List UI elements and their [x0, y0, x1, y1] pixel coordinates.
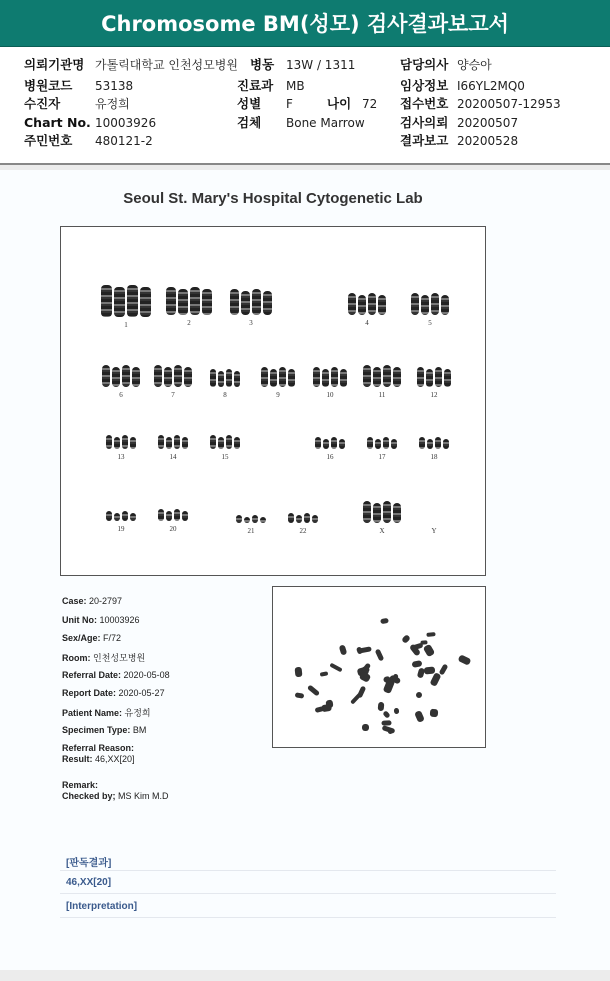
chromatid	[252, 515, 258, 523]
chromatid	[226, 435, 232, 449]
chromatid	[210, 435, 216, 449]
metaphase-chromosome	[381, 725, 395, 734]
metaphase-chromosome	[357, 686, 367, 699]
chromatid	[323, 439, 329, 449]
chromatid	[367, 437, 373, 449]
divider	[60, 870, 556, 871]
metaphase-chromosome	[401, 634, 411, 644]
room-label: Room:	[62, 653, 91, 663]
chromatid	[182, 511, 188, 521]
chromatid	[373, 367, 381, 387]
chromosome-label: 21	[247, 527, 255, 535]
chromatid	[190, 287, 200, 315]
chromosome-label: 20	[169, 525, 177, 533]
metaphase-chromosome	[294, 692, 304, 698]
chromatid	[174, 365, 182, 387]
patient-value: 유정희	[95, 97, 130, 111]
receipt-label: 접수번호	[400, 96, 449, 111]
chromatid	[435, 437, 441, 449]
chromatid	[230, 289, 239, 315]
chromatid	[444, 369, 451, 387]
metaphase-chromosome	[339, 644, 348, 655]
chromatid	[241, 291, 250, 315]
chromatid	[421, 295, 429, 315]
reason-line	[62, 743, 134, 753]
metaphase-chromosome	[295, 667, 303, 678]
chromosome-pair-13	[106, 435, 136, 449]
specimen-line	[62, 725, 146, 735]
metaphase-chromosome	[380, 617, 389, 623]
chromatid	[166, 511, 172, 521]
chromatid	[279, 367, 286, 387]
chromatid	[130, 513, 136, 521]
chromatid	[236, 515, 242, 523]
chromatid	[102, 365, 110, 387]
sexage-value: F/72	[103, 633, 122, 643]
result-label: Result:	[62, 754, 93, 764]
chart-label: Chart No.	[24, 115, 91, 130]
chromatid	[373, 503, 381, 523]
chromatid	[315, 437, 321, 449]
interpretation-heading-kr: [판독결과]	[66, 858, 112, 869]
metaphase-chromosome	[394, 707, 400, 714]
chromatid	[106, 511, 112, 521]
patient-name-label: Patient Name:	[62, 708, 123, 718]
chromatid	[166, 287, 176, 315]
info-row-3	[0, 94, 610, 114]
patient-info-panel	[0, 47, 610, 165]
chromatid	[443, 439, 449, 449]
chromatid	[210, 369, 216, 387]
specimen-value: Bone Marrow	[286, 116, 365, 130]
chart-value: 10003926	[95, 116, 157, 130]
chromatid	[234, 371, 240, 387]
institution-value: 가톨릭대학교 인천성모병원	[95, 58, 238, 72]
chromatid	[174, 509, 180, 521]
chromatid	[393, 503, 401, 523]
chromosome-pair-18	[419, 437, 449, 449]
chromosome-label: 7	[171, 391, 175, 399]
case-value: 20-2797	[89, 596, 123, 606]
chromosome-pair-21	[236, 515, 266, 523]
chromatid	[383, 501, 391, 523]
chromosome-label: 13	[117, 453, 125, 461]
chromatid	[164, 367, 172, 387]
unit-line	[62, 615, 140, 625]
divider	[60, 893, 556, 894]
chromosome-label: X	[379, 527, 385, 535]
chromatid	[348, 293, 356, 315]
metaphase-chromosome	[439, 663, 449, 675]
chromosome-pair-8	[210, 369, 240, 387]
report-date-value: 20200528	[457, 134, 519, 148]
chromosome-pair-15	[210, 435, 240, 449]
chromatid	[383, 365, 391, 387]
chromatid	[218, 437, 224, 449]
chromatid	[313, 367, 320, 387]
metaphase-chromosome	[307, 684, 320, 696]
chromosome-label: 19	[117, 525, 125, 533]
metaphase-chromosome	[430, 709, 439, 718]
chromosome-label: 17	[378, 453, 386, 461]
chromosome-pair-5	[411, 293, 449, 315]
receipt-value: 20200507-12953	[457, 97, 561, 111]
sex-label: 성별	[237, 96, 262, 111]
chromosome-label: 5	[428, 319, 432, 327]
chromatid	[270, 369, 277, 387]
chromosome-label: 11	[378, 391, 386, 399]
chromatid	[178, 289, 188, 315]
chromatid	[114, 437, 120, 449]
chromosome-pair-9	[261, 367, 295, 387]
chromatid	[244, 517, 250, 523]
chromatid	[202, 289, 212, 315]
chromosome-pair-1	[101, 285, 151, 317]
chromatid	[182, 437, 188, 449]
metaphase-image	[272, 586, 486, 748]
remark-line	[62, 780, 98, 790]
sexage-line	[62, 633, 121, 643]
divider	[60, 917, 556, 918]
metaphase-chromosome	[329, 662, 342, 672]
chromatid	[368, 293, 376, 315]
report-line	[62, 688, 165, 698]
chromatid	[252, 289, 261, 315]
interpretation-result: 46,XX[20]	[66, 877, 112, 888]
chromosome-label: 12	[430, 391, 438, 399]
rrn-label: 주민번호	[24, 133, 73, 148]
karyotype-report-sheet	[0, 170, 610, 970]
chromatid	[340, 369, 347, 387]
chromatid	[331, 437, 337, 449]
specimen-type-value: BM	[132, 725, 147, 735]
age-label: 나이	[327, 96, 352, 111]
chromatid	[130, 437, 136, 449]
info-row-4	[0, 113, 610, 133]
chromatid	[393, 367, 401, 387]
chromatid	[154, 365, 162, 387]
ward-label: 병동	[250, 57, 275, 72]
info-row-2	[0, 76, 610, 96]
chromosome-label: Y	[431, 527, 437, 535]
chromatid	[426, 369, 433, 387]
metaphase-chromosome	[382, 710, 390, 719]
report-label: Report Date:	[62, 688, 117, 698]
chromosome-label: 1	[124, 321, 128, 329]
unit-label: Unit No:	[62, 615, 97, 625]
metaphase-chromosome	[457, 654, 471, 665]
chromatid	[312, 515, 318, 523]
chromosome-pair-16	[315, 437, 345, 449]
metaphase-chromosome	[320, 671, 329, 676]
clinical-label: 임상정보	[400, 78, 449, 93]
referral-value: 2020-05-08	[123, 670, 170, 680]
chromatid	[375, 439, 381, 449]
chromosome-pair-3	[230, 289, 272, 315]
metaphase-chromosome	[359, 672, 372, 684]
room-line	[62, 651, 145, 664]
case-line	[62, 596, 122, 606]
chromatid	[174, 435, 180, 449]
chromatid	[391, 439, 397, 449]
chromatid	[419, 437, 425, 449]
chromatid	[112, 367, 120, 387]
chromosome-pair-14	[158, 435, 188, 449]
chromosome-pair-11	[363, 365, 401, 387]
chromosome-label: 16	[326, 453, 334, 461]
patient-label: 수진자	[24, 96, 61, 111]
chromatid	[296, 515, 302, 523]
chromosome-pair-12	[417, 367, 451, 387]
referral-label: Referral Date:	[62, 670, 122, 680]
chromosome-label: 22	[299, 527, 307, 535]
checked-line	[62, 791, 169, 801]
dept-value: MB	[286, 79, 305, 93]
chromatid	[441, 295, 449, 315]
chromatid	[106, 435, 112, 449]
remark-label: Remark:	[62, 780, 99, 790]
request-value: 20200507	[457, 116, 519, 130]
chromatid	[226, 369, 232, 387]
metaphase-chromosome	[415, 691, 423, 699]
hospital-code-value: 53138	[95, 79, 134, 93]
chromosome-pair-17	[367, 437, 397, 449]
lab-title: Seoul St. Mary's Hospital Cytogenetic Lab	[123, 190, 423, 207]
dept-label: 진료과	[237, 78, 274, 93]
chromosome-label: 10	[326, 391, 334, 399]
report-value: 2020-05-27	[118, 688, 165, 698]
referral-line	[62, 670, 170, 680]
chromatid	[234, 437, 240, 449]
metaphase-chromosome	[412, 660, 423, 668]
chromatid	[158, 509, 164, 521]
institution-label: 의뢰기관명	[24, 57, 85, 72]
chromosome-label: 15	[221, 453, 229, 461]
chromatid	[114, 513, 120, 521]
metaphase-chromosome	[426, 632, 435, 637]
metaphase-chromosome	[423, 643, 436, 657]
chromosome-pair-22	[288, 513, 318, 523]
chromosome-pair-7	[154, 365, 192, 387]
sexage-label: Sex/Age:	[62, 633, 101, 643]
chromosome-label: 6	[119, 391, 123, 399]
chromatid	[435, 367, 442, 387]
chromosome-pair-X	[363, 501, 401, 523]
patient-name-value: 유정희	[124, 708, 151, 718]
chromatid	[358, 295, 366, 315]
chromatid	[331, 367, 338, 387]
chromatid	[431, 293, 439, 315]
chromatid	[263, 291, 272, 315]
chromatid	[140, 287, 151, 317]
chromatid	[184, 367, 192, 387]
patient-line	[62, 706, 151, 719]
chromosome-pair-19	[106, 511, 136, 521]
chromosome-label: 3	[249, 319, 253, 327]
chromosome-pair-2	[166, 287, 212, 315]
report-date-label: 결과보고	[400, 133, 449, 148]
doctor-value: 양승아	[457, 58, 492, 72]
room-value: 인천성모병원	[93, 653, 146, 663]
ward-value: 13W / 1311	[286, 58, 356, 72]
chromatid	[166, 437, 172, 449]
chromosome-pair-6	[102, 365, 140, 387]
age-value: 72	[362, 97, 378, 111]
chromatid	[339, 439, 345, 449]
chromosome-label: 18	[430, 453, 438, 461]
chromatid	[127, 285, 138, 317]
chromatid	[261, 367, 268, 387]
chromosome-label: 14	[169, 453, 177, 461]
chromatid	[304, 513, 310, 523]
chromatid	[288, 369, 295, 387]
metaphase-chromosome	[414, 710, 425, 723]
clinical-value: I66YL2MQ0	[457, 79, 525, 93]
chromatid	[260, 517, 266, 523]
sex-value: F	[286, 97, 293, 111]
rrn-value: 480121-2	[95, 134, 153, 148]
metaphase-chromosome	[362, 724, 369, 731]
chromatid	[101, 285, 112, 317]
chromatid	[322, 369, 329, 387]
chromosome-label: 8	[223, 391, 227, 399]
result-line	[62, 754, 135, 764]
checked-label: Checked by;	[62, 791, 116, 801]
chromatid	[411, 293, 419, 315]
info-row-5	[0, 131, 610, 151]
interpretation-heading-en: [Interpretation]	[66, 901, 138, 912]
doctor-label: 담당의사	[400, 57, 449, 72]
chromatid	[158, 435, 164, 449]
chromatid	[288, 513, 294, 523]
chromatid	[363, 365, 371, 387]
chromosome-label: 4	[365, 319, 369, 327]
chromosome-pair-20	[158, 509, 188, 521]
report-title: Chromosome BM(성모) 검사결과보고서	[0, 0, 610, 47]
chromatid	[383, 437, 389, 449]
info-row-1	[0, 55, 610, 75]
chromosome-pair-4	[348, 293, 386, 315]
metaphase-chromosome	[377, 702, 384, 711]
chromosome-label: 9	[276, 391, 280, 399]
specimen-type-label: Specimen Type:	[62, 725, 131, 735]
chromatid	[122, 435, 128, 449]
chromatid	[417, 367, 424, 387]
chromatid	[122, 365, 130, 387]
unit-value: 10003926	[99, 615, 140, 625]
chromatid	[363, 501, 371, 523]
checked-value: MS Kim M.D	[118, 791, 169, 801]
request-label: 검사의뢰	[400, 115, 449, 130]
chromatid	[132, 367, 140, 387]
chromatid	[114, 287, 125, 317]
result-value: 46,XX[20]	[95, 754, 135, 764]
chromatid	[122, 511, 128, 521]
reason-label: Referral Reason:	[62, 743, 135, 753]
karyogram-image	[60, 226, 486, 576]
chromosome-label: 2	[187, 319, 191, 327]
hospital-code-label: 병원코드	[24, 78, 73, 93]
chromatid	[427, 439, 433, 449]
specimen-label: 검체	[237, 115, 262, 130]
metaphase-chromosome	[375, 648, 385, 661]
chromosome-pair-10	[313, 367, 347, 387]
chromatid	[378, 295, 386, 315]
case-label: Case:	[62, 596, 87, 606]
chromatid	[218, 371, 224, 387]
